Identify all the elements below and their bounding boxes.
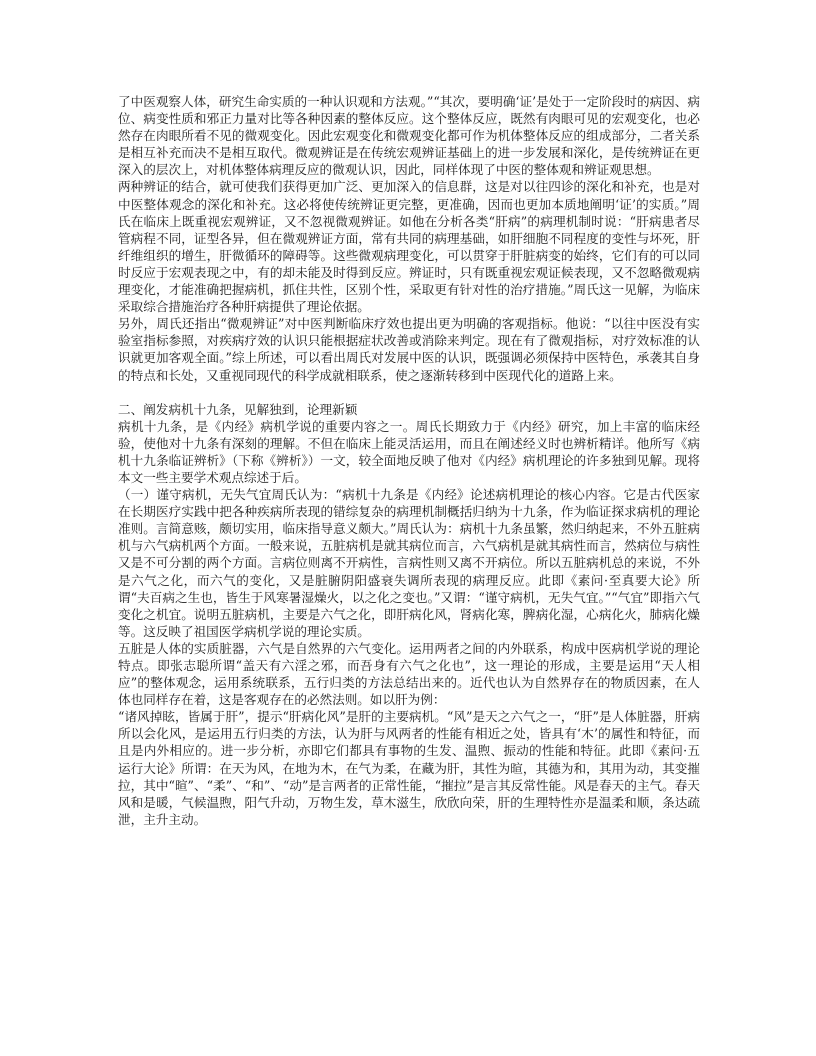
paragraph-intro-continuation: 了中医观察人体，研究生命实质的一种认识观和方法观。”“其次，要明确‘证’是处于一定阶段时的病因、病位、病变性质和邪正力量对比等各种因素的整体反应。这个整体反应，既然有肉眼可见的宏观变化，也必然存在肉眼所看不见的微观变化。因此宏观变化和微观变化都可作为机体整体反应的组成部分，二者关系是相互补充而决不是相互取代。微观辨证是在传统宏观辨证基础上的进一步发展和深化，是传统辨证在更深入的层次上，对机体整体病理反应的微观认识，因此，同样体现了中医的整体观和辨证观思想。 xyxy=(118,94,700,178)
paragraph-five-organs: 五脏是人体的实质脏器，六气是自然界的六气变化。运用两者之间的内外联系，构成中医病机学说的理论特点。即张志聪所谓“盖天有六淫之邪，而吾身有六气之化也”，这一理论的形成，主要是运用“天人相应”的整体观念，运用系统联系，五行归类的方法总结出来的。近代也认为自然界存在的物质因素，在人体也同样存在着，这是客观存在的必然法则。如以肝为例： xyxy=(118,640,700,708)
document-page xyxy=(118,93,700,828)
paragraph-guard-pathogenesis: （一）谨守病机，无失气宜周氏认为：“病机十九条是《内经》论述病机理论的核心内容。它是古代医家在长期医疗实践中把各种疾病所表现的错综复杂的病理机制概括归纳为十九条，作为临证探求病机的理论准则。言简意赅，颇切实用，临床指导意义颇大。”周氏认为：病机十九条虽繁，然归纳起来，不外五脏病机与六气病机两个方面。一般来说，五脏病机是就其病位而言，六气病机是就其病性而言，然病位与病性又是不可分割的两个方面。言病位则离不开病性，言病性则又离不开病位。所以五脏病机总的来说，不外是六气之化，而六气的变化，又是脏腑阴阳盛衰失调所表现的病理反应。此即《素问·至真要大论》所谓“夫百病之生也，皆生于风寒暑湿燥火，以之化之变也。”又谓：“谨守病机，无失气宜。”“气宜”即指六气变化之机宜。说明五脏病机，主要是六气之化，即肝病化风，肾病化寒，脾病化湿，心病化火，肺病化燥等。这反映了祖国医学病机学说的理论实质。 xyxy=(118,487,700,639)
paragraph-micro-indicators: 另外，周氏还指出“微观辨证”对中医判断临床疗效也提出更为明确的客观指标。他说：“以往中医没有实验室指标参照，对疾病疗效的认识只能根据症状改善或消除来判定。现在有了微观指标，对疗效标准的认识就更加客观全面。”综上所述，可以看出周氏对发展中医的认识，既强调必须保持中医特色，承袭其自身的特点和长处，又重视同现代的科学成就相联系，使之逐渐转移到中医现代化的道路上来。 xyxy=(118,316,700,383)
section-heading: 二、阐发病机十九条，见解独到，论理新颖 xyxy=(118,401,358,417)
paragraph-nineteen-pathogenesis: 病机十九条，是《内经》病机学说的重要内容之一。周氏长期致力于《内经》研究，加上丰富的临床经验，使他对十九条有深刻的理解。不但在临床上能灵活运用，而且在阐述经义时也辨析精详。他所写《病机十九条临证辨析》（下称《辨析》）一文，较全面地反映了他对《内经》病机理论的许多独到见解。现将本文一些主要学术观点综述于后。 xyxy=(118,418,700,485)
paragraph-liver-wind: “诸风掉眩，皆属于肝”，提示“肝病化风”是肝的主要病机。“风”是天之六气之一，“肝”是人体脏器，肝病所以会化风，是运用五行归类的方法，认为肝与风两者的性能有相近之处，皆具有‘木’的属性和特征，而且是内外相应的。进一步分析，亦即它们都具有事物的生发、温煦、振动的性能和特征。此即《素问·五运行大论》所谓：在天为风，在地为木，在气为柔，在藏为肝，其性为暄，其德为和，其用为动，其变摧拉，其中“暄”、“柔”、“和”、“动”是言两者的正常性能，“摧拉”是言其反常性能。风是春天的主气。春天风和是暖，气候温煦，阳气升动，万物生发，草木滋生，欣欣向荣，肝的生理特性亦是温柔和顺，条达疏泄，主升主动。 xyxy=(118,709,700,827)
paragraph-two-differentiations: 两种辨证的结合，就可使我们获得更加广泛、更加深入的信息群，这是对以往四诊的深化和补充，也是对中医整体观念的深化和补充。这必将使传统辨证更完整，更准确，因而也更加本质地阐明‘证’的实质。”周氏在临床上既重视宏观辨证，又不忽视微观辨证。如他在分析各类“肝病”的病理机制时说：“肝病患者尽管病程不同，证型各异，但在微观辨证方面，常有共同的病理基础，如肝细胞不同程度的变性与坏死，肝纤维组织的增生，肝微循环的障碍等。这些微观病理变化，可以贯穿于肝脏病变的始终，它们有的可以同时反应于宏观表现之中，有的却未能及时得到反应。辨证时，只有既重视宏观证候表现，又不忽略微观病理变化，才能准确把握病机，抓住共性，区别个性，采取更有针对性的治疗措施。”周氏这一见解，为临床采取综合措施治疗各种肝病提供了理论依据。 xyxy=(118,179,700,315)
